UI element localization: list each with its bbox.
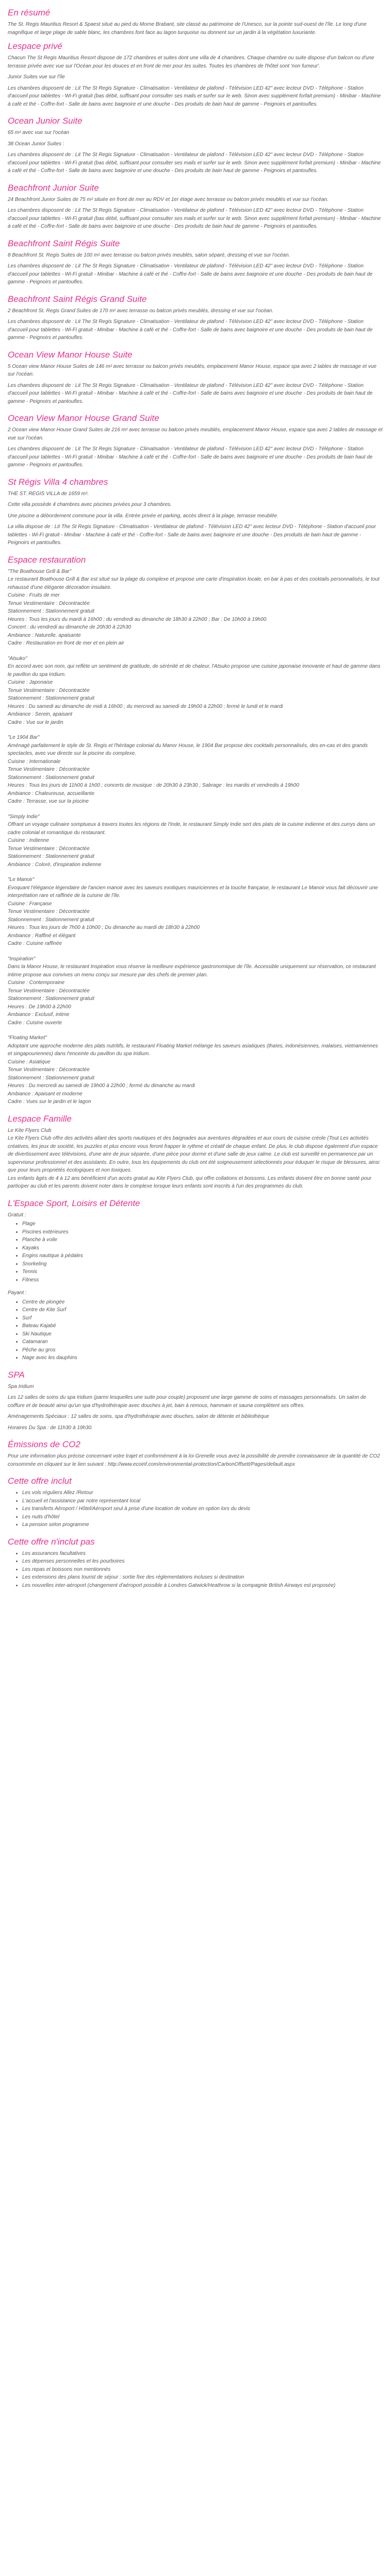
restaurant-detail: Evoquant l'élégance légendaire de l'ancien manoir avec les saveurs exotiques mauriciennes et la touche française, le restaurant Le Manoir vous fait découvrir une interprétation rare et raffinée de la cuisine de l'île. bbox=[8, 885, 378, 899]
room-section bbox=[8, 41, 383, 108]
restaurant-detail: Stationnement : Stationnement gratuit bbox=[8, 774, 94, 781]
room-paragraph: Junior Suites vue sur l'île bbox=[8, 74, 65, 80]
restaurant-detail: Stationnement : Stationnement gratuit bbox=[8, 917, 94, 923]
intro-section bbox=[8, 7, 383, 37]
restaurant-detail: Stationnement : Stationnement gratuit bbox=[8, 996, 94, 1002]
section-title: En résumé bbox=[8, 8, 51, 18]
restaurant-detail: Stationnement : Stationnement gratuit bbox=[8, 854, 94, 859]
co2-text[interactable]: Pour une information plus précise concernant votre trajet et conformément à la loi Grenelle vous avez la possibilité de prendre connaissance de la quantité de CO2 consommée en cliquant sur le lien suivant : http://www.ecoinf.com/environmental-protection/CarbonOffsett/Pages/default.aspx bbox=[8, 1453, 380, 1467]
restaurant-block bbox=[8, 1034, 383, 1106]
section-title: Cette offre n'inclut pas bbox=[8, 1536, 95, 1547]
list-item: • Plage bbox=[22, 1220, 383, 1228]
restaurant-detail: Heures : Tous les jours du mardi à 16h00 ; du vendredi au dimanche de 18h30 à 22h00 ; Bar : De 10h00 à 19h00. bbox=[8, 616, 268, 622]
restaurant-detail: Heures : Du samedi au dimanche de midi à 16h00 ; du mercredi au samedi de 19h00 à 22h00 ; fermé le lundi et le mardi bbox=[8, 703, 283, 709]
famille-line: Les enfants âgés de 4 à 12 ans bénéficient d'un accès gratuit au Kite Flyers Club, qui offre collations et boissons. Les enfants doivent être en bonne santé pour participer au club et les parents doivent noter dans le complexe lorsque leurs enfants sont inscrits à l'un des programmes du club. bbox=[8, 1175, 372, 1189]
list-item: • Ski Nautique bbox=[22, 1330, 383, 1338]
restaurant-name: "The Boathouse Grill & Bar" bbox=[8, 568, 72, 574]
spa-line: Aménagements Spéciaux : 12 salles de soins, spa d'hydrothérapie avec douches, salon de détente et bibliothèque bbox=[8, 1414, 269, 1419]
list-item: • Snorkeling bbox=[22, 1260, 383, 1268]
room-paragraph: 2 Beachfront St. Regis Grand Suites de 170 m² avec terrasse ou balcon privés meublés, dressing et vue sur l'océan. bbox=[8, 308, 273, 314]
room-paragraph: 24 Beachfront Junior Suites de 75 m² située en front de mer au RDV et 1er étage avec terrasse ou balcon privés meublés et vue sur l'océan. bbox=[8, 196, 329, 202]
room-paragraph: THE ST. REGIS VILLA de 1659 m². bbox=[8, 490, 89, 497]
restaurant-detail: Cadre : Vues sur le jardin et le lagon bbox=[8, 1099, 91, 1105]
restaurant-detail: Tenue Vestimentaire : Décontractée bbox=[8, 600, 90, 606]
restaurant-detail: Ambiance : Exclusif, intime bbox=[8, 1012, 70, 1018]
restauration-section bbox=[8, 554, 383, 1106]
restaurant-detail: Stationnement : Stationnement gratuit bbox=[8, 608, 94, 614]
section-title: Beachfront Saint Régis Suite bbox=[8, 238, 120, 248]
gratuit-list bbox=[8, 1220, 383, 1284]
list-item: • Les nouvelles inter-aéroport (changement d'aéroport possible à Londres Gatwick/Heathrow si la compagnie British Airways est proposée) bbox=[22, 1582, 383, 1590]
spacer bbox=[8, 728, 383, 734]
gratuit-label: Gratuit : bbox=[8, 1212, 26, 1218]
list-item: • Les nuits d'hôtel bbox=[22, 1513, 383, 1521]
restaurant-detail: Ambiance : Coloré, d'inspiration indienne bbox=[8, 861, 102, 868]
room-section bbox=[8, 115, 383, 175]
restaurant-detail: Ambiance : Chaleureuse, accueillante bbox=[8, 790, 94, 796]
section-title: SPA bbox=[8, 1369, 25, 1380]
room-section bbox=[8, 294, 383, 342]
section-title: Beachfront Saint Régis Grand Suite bbox=[8, 294, 147, 304]
restaurant-detail: Ambiance : Serein, apaisant bbox=[8, 711, 73, 717]
restaurant-detail: Cuisine : Japonaise bbox=[8, 680, 53, 685]
room-paragraph: Les chambres disposent de : Lit The St Regis Signature - Climatisation - Ventilateur de plafond - Télévision LED 42" avec lecteur DVD - Téléphone - Station d'accueil pour tablettes - Wi-Fi gratuit - Minibar - Machine à café et thé - Coffre-fort - Salle de bains avec baignoire et une douche - Des produits de bain haut de gamme - Peignoirs et pantoufles. bbox=[8, 382, 373, 404]
sport-section bbox=[8, 1198, 383, 1362]
list-item: • Fitness bbox=[22, 1276, 383, 1284]
room-paragraph: Les chambres disposent de : Lit The St Regis Signature - Climatisation - Ventilateur de plafond - Télévision LED 42" avec lecteur DVD - Téléphone - Station d'accueil pour tablettes - Wi-Fi gratuit (bas débit, suffisant pour consulter ses mails et surfer sur le web. Sinon avec supplément forfait premium) - Minibar - Machine à café et thé - Coffre-fort - Salle de bains avec baignoire et une douche - Des produits de bain haut de gamme - Peignoirs et pantoufles. bbox=[8, 152, 381, 174]
room-paragraph: Les chambres disposent de : Lit The St Regis Signature - Climatisation - Ventilateur de plafond - Télévision LED 42" avec lecteur DVD - Téléphone - Station d'accueil pour tablettes - Wi-Fi gratuit (bas débit, suffisant pour consulter ses mails et surfer sur le web. Sinon avec supplément forfait premium) - Minibar - Machine à café et thé - Coffre-fort - Salle de bains avec baignoire et une douche - Des produits de bain haut de gamme - Peignoirs et pantoufles. bbox=[8, 208, 381, 229]
restaurant-name: "Le Manoir" bbox=[8, 877, 35, 883]
list-item: • Centre de plongée bbox=[22, 1298, 383, 1307]
restaurant-detail: Le restaurant Boathouse Grill & Bar est situé sur la plage du complexe et propose une carte d'inspiration locale, en bar à pas et des cocktails personnalisés, le tout rehaussé d'une élégante décoration insulaire. bbox=[8, 577, 380, 590]
restaurant-detail: Cuisine : Internationale bbox=[8, 758, 61, 765]
list-item: • Les transferts Aéroport / Hôtel/Aéroport seul à prise d'une location de voiture en option lors du devis bbox=[22, 1505, 383, 1513]
restaurant-block bbox=[8, 655, 383, 727]
spacer bbox=[8, 650, 383, 655]
list-item: • Les vols réguliers Allez /Retour bbox=[22, 1489, 383, 1497]
spacer bbox=[8, 871, 383, 876]
section-title: Cette offre inclut bbox=[8, 1476, 72, 1486]
famille-line: Le Kite Flyers Club offre des activités allant des sports nautiques et des baignades aux aventures dégradées et aux cours de cuisine créole (Tout Les activités créatives, les jeux de société, les puzzles et plus encore vous feront frapper le rythme et créatif de chaque enfant. De plus, le club dispose également d'un espace de divertissement avec télévisions, d'une aire de jeux séparée, d'une pièce pour dormir et d'une salle de jeux calme. Le club est surveillé en permanence par un superviseur professionnel et des assistants. En outre, tous les équipements du club ont été soigneusement sélectionnés pour éduquer le risque de blessures, ainsi que pour leurs propriétés écologiques et non toxiques. bbox=[8, 1136, 380, 1173]
restaurant-detail: Cadre : Cuisine raffinée bbox=[8, 941, 62, 946]
section-title: Ocean View Manor House Suite bbox=[8, 349, 133, 360]
offre-non-incluse-section bbox=[8, 1536, 383, 1590]
list-item: • L'accueil et l'assistance par notre représentant local bbox=[22, 1497, 383, 1505]
restaurant-detail: Cadre : Terrasse, vue sur la piscine bbox=[8, 799, 89, 804]
list-item: • Planche à voile bbox=[22, 1236, 383, 1244]
section-title: Espace restauration bbox=[8, 554, 86, 565]
famille-text bbox=[8, 1127, 383, 1191]
restaurant-detail: Cuisine : Fruits de mer bbox=[8, 592, 60, 598]
restaurant-detail: Tenue Vestimentaire : Décontractée bbox=[8, 845, 90, 852]
spacer bbox=[8, 1029, 383, 1034]
restaurant-detail: Cuisine : Française bbox=[8, 901, 52, 907]
list-item: • Pêche au gros bbox=[22, 1346, 383, 1354]
restaurant-block bbox=[8, 876, 383, 948]
room-paragraph: Cette villa possède 4 chambres avec piscines privées pour 3 chambres. bbox=[8, 502, 172, 507]
restaurant-list bbox=[8, 568, 383, 1106]
restaurant-name: "Inspiration" bbox=[8, 956, 36, 962]
restaurant-name: "Atsuko" bbox=[8, 655, 27, 662]
section-title: Ocean View Manor House Grand Suite bbox=[8, 413, 159, 423]
restaurant-detail: Cuisine : Asiatique bbox=[8, 1059, 51, 1065]
list-item: • Bateau Kajabé bbox=[22, 1322, 383, 1330]
rooms-list bbox=[8, 41, 383, 547]
famille-line: Le Kite Flyers Club bbox=[8, 1127, 52, 1133]
restaurant-detail: Tenue Vestimentaire : Décontractée bbox=[8, 988, 90, 994]
restaurant-detail: Tenue Vestimentaire : Décontractée bbox=[8, 1067, 90, 1073]
restaurant-detail: Cadre : Restauration en front de mer et en plein air bbox=[8, 640, 124, 646]
list-item: • Nage avec les dauphins bbox=[22, 1354, 383, 1362]
restaurant-detail: Cadre : Vue sur le jardin bbox=[8, 719, 63, 725]
list-item: • Kayaks bbox=[22, 1244, 383, 1252]
spa-line: Horaires Du Spa : de 11h30 à 19h30. bbox=[8, 1425, 93, 1431]
restaurant-detail: Tenue Vestimentaire : Décontractée bbox=[8, 687, 90, 693]
section-title: Ocean Junior Suite bbox=[8, 116, 83, 126]
restaurant-detail: Cuisine : Contemporaine bbox=[8, 980, 65, 986]
room-paragraph: 5 Ocean view Manor House Suites de 146 m² avec terrasse ou balcon privés meublés, emplacement Manor House, espace spa avec 2 tables de massage et vue sur l'océan. bbox=[8, 363, 377, 377]
restaurant-detail: Cuisine : Indienne bbox=[8, 838, 50, 843]
offre-incluse-list bbox=[8, 1489, 383, 1529]
restaurant-name: "Le 1904 Bar" bbox=[8, 735, 40, 740]
list-item: • Centre de Kite Surf bbox=[22, 1306, 383, 1314]
restaurant-detail: Ambiance : Raffiné et élégant bbox=[8, 933, 76, 939]
room-paragraph: Les chambres disposent de : Lit The St Regis Signature - Climatisation - Ventilateur de plafond - Télévision LED 42" avec lecteur DVD - Téléphone - Station d'accueil pour tablettes - Wi-Fi gratuit (bas débit, suffisant pour consulter ses mails et surfer sur le web. Sinon avec supplément forfait premium) - Minibar - Machine à café et thé - Coffre-fort - Salle de bains avec baignoire et une douche - Des produits de bain haut de gamme - Peignoirs et pantoufles. bbox=[8, 85, 381, 107]
restaurant-detail: Heures : De 19h00 à 22h00 bbox=[8, 1004, 71, 1010]
room-paragraph: 2 Ocean view Manor House Grand Suites de 216 m² avec terrasse ou balcon privés meublés, emplacement Manor House, espace spa avec 2 tables de massage et vue sur l'océan. bbox=[8, 427, 383, 441]
restaurant-detail: En accord avec son nom, qui reflète un sentiment de gratitude, de sérénité et de chaleur, l'Atsuko propose une cuisine japonaise innovante et haut de gamme dans le pavillon du spa Iridium. bbox=[8, 664, 381, 677]
restaurant-name: "Floating Market" bbox=[8, 1035, 47, 1041]
restaurant-block bbox=[8, 813, 383, 869]
offre-non-incluse-list bbox=[8, 1550, 383, 1590]
restaurant-block bbox=[8, 955, 383, 1027]
room-paragraph: Les chambres disposent de : Lit The St Regis Signature - Climatisation - Ventilateur de plafond - Télévision LED 42" avec lecteur DVD - Téléphone - Station d'accueil pour tablettes - Wi-Fi gratuit - Minibar - Machine à café et thé - Coffre-fort - Salle de bains avec baignoire et une douche - Des produits de bain haut de gamme - Peignoirs et pantoufles. bbox=[8, 319, 373, 341]
restaurant-name: "Simply Indie" bbox=[8, 814, 40, 820]
spa-line: Les 12 salles de soins du spa Iridium (parmi lesquelles une suite pour couple) proposent une large gamme de soins et massages personnalisés. Un salon de coiffure et de beauté ainsi qu'un spa d'hydrothérapie avec douches à jet, bain à remous, hammam et sauna complètent ses offres. bbox=[8, 1395, 366, 1409]
room-paragraph: 8 Beachfront St. Regis Suites de 100 m² avec terrasse ou balcon privés meublés, salon séparé, dressing et vue sur l'océan. bbox=[8, 252, 290, 258]
list-item: • Catamaran bbox=[22, 1338, 383, 1346]
restaurant-detail: Ambiance : Naturelle, apaisante bbox=[8, 632, 81, 638]
payant-list bbox=[8, 1298, 383, 1362]
room-section bbox=[8, 238, 383, 286]
room-paragraph: Une piscine a débordement commune pour la villa. Entrée privée et parking, accès direct à la plage, terrasse meublée. bbox=[8, 513, 279, 519]
section-title: L'Espace Sport, Loisirs et Détente bbox=[8, 1198, 140, 1208]
section-title: Émissions de CO2 bbox=[8, 1439, 80, 1449]
list-item: • Les extensions des plans tourist de séjour : sortie fixe des réglementations incluses si destination bbox=[22, 1573, 383, 1582]
section-title: Lespace Famille bbox=[8, 1113, 72, 1124]
room-paragraph: Les chambres disposent de : Lit The St Regis Signature - Climatisation - Ventilateur de plafond - Télévision LED 42" avec lecteur DVD - Téléphone - Station d'accueil pour tablettes - Wi-Fi gratuit - Minibar - Machine à café et thé - Coffre-fort - Salle de bains avec baignoire et une douche - Des produits de bain haut de gamme - Peignoirs et pantoufles. bbox=[8, 446, 373, 468]
list-item: • Les dépenses personnelles et les pourboires bbox=[22, 1557, 383, 1566]
restaurant-block bbox=[8, 568, 383, 648]
restaurant-detail: Stationnement : Stationnement gratuit bbox=[8, 1075, 94, 1081]
co2-section bbox=[8, 1439, 383, 1468]
restaurant-detail: Tenue Vestimentaire : Décontractée bbox=[8, 767, 90, 772]
restaurant-detail: Dans la Manor House, le restaurant Inspiration vous réserve la meilleure expérience gastronomique de l'île. Accessible uniquement sur réservation, ce restaurant intime propose aux convives un menu conçu sur mesure par des chefs de premier plan. bbox=[8, 964, 376, 978]
spacer bbox=[8, 808, 383, 813]
restaurant-block bbox=[8, 734, 383, 806]
restaurant-detail: Heures : Tous les jours de 11h00 à 1h00 ; concerts de musique : de 20h30 à 23h30 ; Sabrage : les mardis et vendredis à 19h00 bbox=[8, 783, 299, 788]
room-section bbox=[8, 349, 383, 406]
restaurant-detail: Offrant un voyage culinaire somptueux à travers toutes les régions de l'Inde, le restaurant Simply Indie sert des plats de la cuisine indienne et des currys dans un cadre colonial et romantique du restaurant. bbox=[8, 822, 376, 836]
list-item: • Les repas et boissons non mentionnés bbox=[22, 1566, 383, 1574]
restaurant-detail: Heures : Tous les jours de 7h00 à 10h00 ; Du dimanche au mardi de 18h30 à 22h00 bbox=[8, 925, 200, 930]
restaurant-detail: Tenue Vestimentaire : Décontractée bbox=[8, 909, 90, 914]
list-item: • Les assurances facultatives bbox=[22, 1550, 383, 1558]
section-title: Lespace privé bbox=[8, 41, 62, 51]
section-title: St Régis Villa 4 chambres bbox=[8, 477, 108, 487]
restaurant-detail: Concert : du vendredi au dimanche de 20h30 à 22h30 bbox=[8, 624, 132, 630]
restaurant-detail: Cadre : Cuisine ouverte bbox=[8, 1020, 62, 1026]
room-paragraph: 38 Ocean Junior Suites : bbox=[8, 141, 64, 147]
room-section bbox=[8, 182, 383, 231]
section-title: Beachfront Junior Suite bbox=[8, 182, 99, 193]
intro-text: The St. Regis Mauritius Resort & Spaest situé au pied du Morne Brabant, site classé au patrimoine de l'Unesco, sur la pointe sud-ouest de l'île. Le long d'une magnifique et large plage de sable blanc, les chambres font face au lagon turquoise ou donnent sur un jardin à la végétation luxuriante. bbox=[8, 22, 367, 36]
list-item: • Surf bbox=[22, 1314, 383, 1323]
room-paragraph: La villa dispose de : Lit The St Regis Signature - Climatisation - Ventilateur de plafond - Télévision LED 42" avec lecteur DVD - Téléphone - Station d'accueil pour tablettes - Wi-Fi gratuit - Minibar - Machine à café et thé - Coffre-fort - Salle de bains avec baignoire et une douche - Des produits de bain haut de gamme - Peignoirs et pantoufles. bbox=[8, 524, 376, 546]
restaurant-detail: Aménagé parfaitement le style de St. Regis et l'héritage colonial du Manor House, le 1904 Bar propose des cocktails personnalisés, des en-cas et des grands spectacles, avec vue directe sur la piscine du complexe. bbox=[8, 742, 368, 756]
spacer bbox=[8, 950, 383, 955]
room-section bbox=[8, 477, 383, 547]
list-item: • La pension selon programme bbox=[22, 1521, 383, 1529]
room-section bbox=[8, 413, 383, 469]
list-item: • Piscines extérieures bbox=[22, 1228, 383, 1236]
spa-section bbox=[8, 1369, 383, 1432]
restaurant-detail: Ambiance : Apaisant et moderne bbox=[8, 1091, 83, 1097]
restaurant-detail: Stationnement : Stationnement gratuit bbox=[8, 696, 94, 701]
spa-line: Spa Iridium bbox=[8, 1383, 34, 1389]
offre-incluse-section bbox=[8, 1476, 383, 1529]
famille-section bbox=[8, 1113, 383, 1191]
room-paragraph: 65 m² avec vue sur l'océan bbox=[8, 130, 70, 135]
restaurant-detail: Heures : Du mercredi au samedi de 19h00 à 22h00 ; fermé du dimanche au mardi bbox=[8, 1083, 195, 1089]
restaurant-detail: Adoptant une approche moderne des plats nutritifs, le restaurant Floating Market mélange les saveurs asiatiques (thaïes, indonésiennes, malaises, vietnamiennes et singapouriennes) dans l'enceinte du pavillon du spa Iridium. bbox=[8, 1043, 378, 1057]
room-paragraph: Chacun The St Regis Mauritius Resort dispose de 172 chambres et suites dont une villa de 4 chambres. Chaque chambre ou suite dispose d'un balcon ou d'une terrasse privée avec vue sur l'Océan pour les douces et en front de mer pour les suites. Toutes les chambres de l'hôtel sont 'non fumeur'. bbox=[8, 55, 374, 69]
list-item: • Engins nautique à pédales bbox=[22, 1252, 383, 1260]
room-paragraph: Les chambres disposent de : Lit The St Regis Signature - Climatisation - Ventilateur de plafond - Télévision LED 42" avec lecteur DVD - Téléphone - Station d'accueil pour tablettes - Wi-Fi gratuit - Minibar - Machine à café et thé - Coffre-fort - Salle de bains avec baignoire et une douche - Des produits de bain haut de gamme - Peignoirs et pantoufles. bbox=[8, 263, 373, 285]
payant-label: Payant : bbox=[8, 1290, 27, 1296]
list-item: • Tennis bbox=[22, 1268, 383, 1276]
